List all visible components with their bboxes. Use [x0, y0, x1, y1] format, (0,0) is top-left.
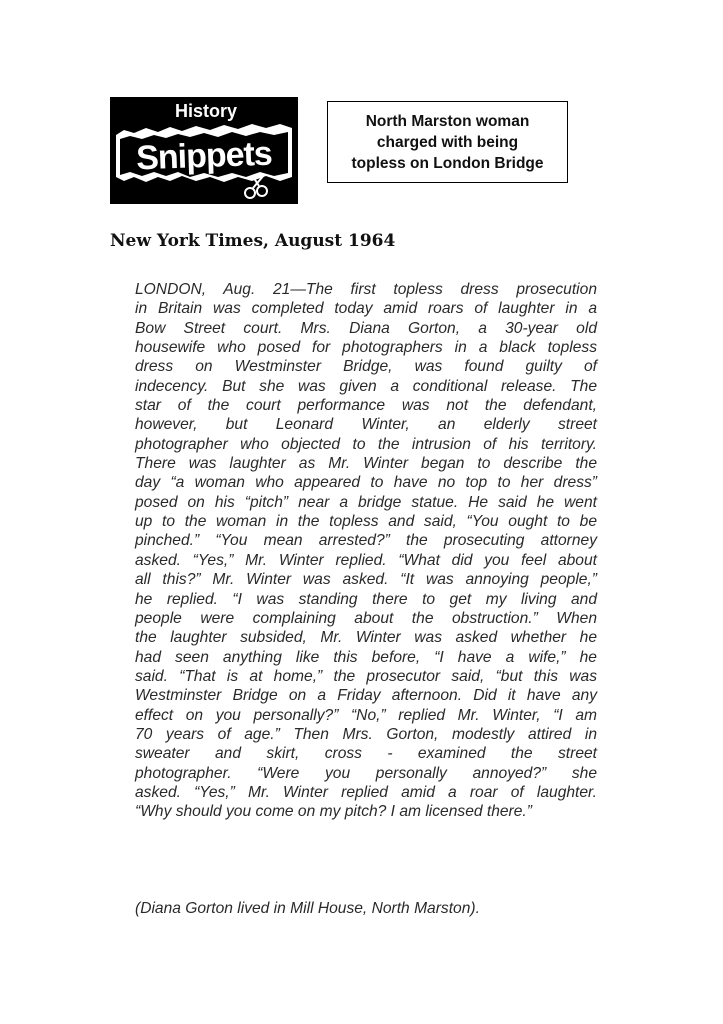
article-line: had seen anything like this before, “I have a wife,” he	[135, 648, 597, 666]
article-line: effect on you personally?” “No,” replied Mr. Winter, “I am	[135, 706, 597, 724]
article-line: the laughter subsided, Mr. Winter was asked whether he	[135, 629, 597, 647]
article-line: sweater and skirt, cross - examined the street	[135, 745, 597, 763]
article-line: photographer who objected to the intrusion of his territory.	[135, 435, 597, 453]
headline-line-2: charged with being	[376, 133, 519, 151]
article-line: “Why should you come on my pitch? I am licensed there.”	[135, 803, 532, 821]
article-line: day “a woman who appeared to have no top to her dress”	[135, 474, 597, 492]
article-line: housewife who posed for photographers in a black topless	[135, 339, 597, 357]
article-line: indecency. But she was given a conditional release. The	[135, 377, 597, 395]
article-line: 70 years of age.” Then Mrs. Gorton, modestly attired in	[135, 725, 597, 743]
article-line: in Britain was completed today amid roars of laughter in a	[135, 300, 597, 318]
article-line: asked. “Yes,” Mr. Winter replied. “What did you feel about	[135, 551, 597, 569]
article-line: LONDON, Aug. 21—The first topless dress prosecution	[135, 281, 597, 298]
article-line: all this?” Mr. Winter was asked. “It was annoying people,”	[135, 571, 597, 589]
article-line: star of the court performance was not the defendant,	[135, 397, 597, 415]
article-line: however, but Leonard Winter, an elderly street	[135, 416, 597, 434]
article-line: Bow Street court. Mrs. Diana Gorton, a 30-year old	[135, 319, 597, 337]
article-line: There was laughter as Mr. Winter began to describe the	[135, 455, 597, 473]
logo-snippets-text: Snippets	[135, 134, 273, 178]
article-line: Westminster Bridge on a Friday afternoon. Did it have any	[135, 687, 597, 705]
article-line: posed on his “pitch” near a bridge statue. He said he went	[135, 493, 597, 511]
footnote: (Diana Gorton lived in Mill House, North Marston).	[135, 900, 480, 917]
source-line: New York Times, August 1964	[110, 231, 396, 251]
history-snippets-logo	[110, 97, 298, 204]
article-line: up to the woman in the topless and said, “You ought to be	[135, 513, 597, 531]
article-line: said. “That is at home,” the prosecutor said, “but this was	[135, 667, 597, 685]
article-line: asked. “Yes,” Mr. Winter replied amid a roar of laughter.	[135, 783, 597, 801]
article-line: photographer. “Were you personally annoyed?” she	[135, 764, 597, 782]
headline-line-1: North Marston woman	[365, 112, 530, 130]
article-body	[135, 280, 597, 822]
article-line: dress on Westminster Bridge, was found guilty of	[135, 358, 597, 376]
logo-history-text: History	[174, 101, 238, 121]
article-line: he replied. “I was standing there to get my living and	[135, 590, 597, 608]
article-line: pinched.” “You mean arrested?” the prosecuting attorney	[135, 532, 597, 550]
article-line: people were complaining about the obstruction.” When	[135, 609, 597, 627]
headline-line-3: topless on London Bridge	[351, 154, 544, 172]
headline-box	[327, 101, 568, 183]
